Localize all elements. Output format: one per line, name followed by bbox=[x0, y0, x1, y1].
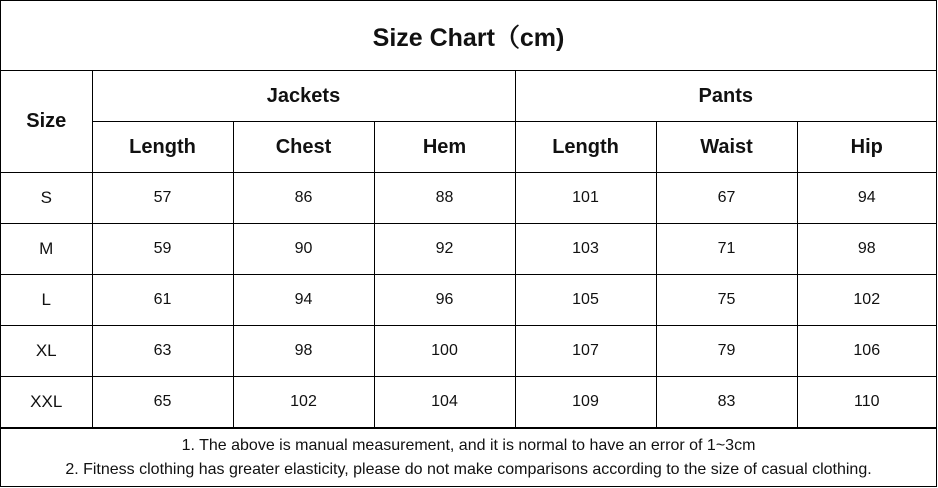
table-row bbox=[1, 377, 936, 428]
table-cell: 61 bbox=[92, 275, 233, 326]
table-cell: 94 bbox=[233, 275, 374, 326]
table-cell: 106 bbox=[797, 326, 936, 377]
table-cell: 103 bbox=[515, 224, 656, 275]
table-cell: 105 bbox=[515, 275, 656, 326]
table-cell: 109 bbox=[515, 377, 656, 428]
column-header-jackets-chest: Chest bbox=[233, 122, 374, 173]
table-cell: 98 bbox=[233, 326, 374, 377]
table-cell: 104 bbox=[374, 377, 515, 428]
column-header-jackets-length: Length bbox=[92, 122, 233, 173]
column-header-pants-hip: Hip bbox=[797, 122, 936, 173]
table-cell: 110 bbox=[797, 377, 936, 428]
table-cell: 86 bbox=[233, 173, 374, 224]
size-column-header: Size bbox=[1, 71, 92, 173]
table-row bbox=[1, 275, 936, 326]
table-cell: 57 bbox=[92, 173, 233, 224]
table-cell: 92 bbox=[374, 224, 515, 275]
table-cell: 90 bbox=[233, 224, 374, 275]
size-cell: S bbox=[1, 173, 92, 224]
group-header-pants: Pants bbox=[515, 71, 936, 122]
column-header-pants-length: Length bbox=[515, 122, 656, 173]
size-cell: XXL bbox=[1, 377, 92, 428]
table-cell: 88 bbox=[374, 173, 515, 224]
note-line: 2. Fitness clothing has greater elasticity, please do not make comparisons according to the size of casual clothing. bbox=[65, 461, 872, 478]
table-cell: 101 bbox=[515, 173, 656, 224]
table-cell: 102 bbox=[233, 377, 374, 428]
table-cell: 107 bbox=[515, 326, 656, 377]
column-header-jackets-hem: Hem bbox=[374, 122, 515, 173]
table-cell: 59 bbox=[92, 224, 233, 275]
table-cell: 100 bbox=[374, 326, 515, 377]
size-table bbox=[1, 71, 936, 428]
table-cell: 63 bbox=[92, 326, 233, 377]
table-cell: 65 bbox=[92, 377, 233, 428]
table-cell: 83 bbox=[656, 377, 797, 428]
size-cell: M bbox=[1, 224, 92, 275]
column-header-pants-waist: Waist bbox=[656, 122, 797, 173]
table-cell: 98 bbox=[797, 224, 936, 275]
group-header-jackets: Jackets bbox=[92, 71, 515, 122]
table-cell: 79 bbox=[656, 326, 797, 377]
table-cell: 94 bbox=[797, 173, 936, 224]
note-line: 1. The above is manual measurement, and it is normal to have an error of 1~3cm bbox=[181, 437, 756, 454]
table-row bbox=[1, 224, 936, 275]
size-cell: XL bbox=[1, 326, 92, 377]
notes bbox=[1, 428, 936, 487]
table-row bbox=[1, 326, 936, 377]
chart-title: Size Chart（cm) bbox=[1, 1, 936, 71]
table-cell: 102 bbox=[797, 275, 936, 326]
table-cell: 75 bbox=[656, 275, 797, 326]
table-cell: 71 bbox=[656, 224, 797, 275]
table-row bbox=[1, 173, 936, 224]
table-cell: 96 bbox=[374, 275, 515, 326]
size-cell: L bbox=[1, 275, 92, 326]
table-cell: 67 bbox=[656, 173, 797, 224]
